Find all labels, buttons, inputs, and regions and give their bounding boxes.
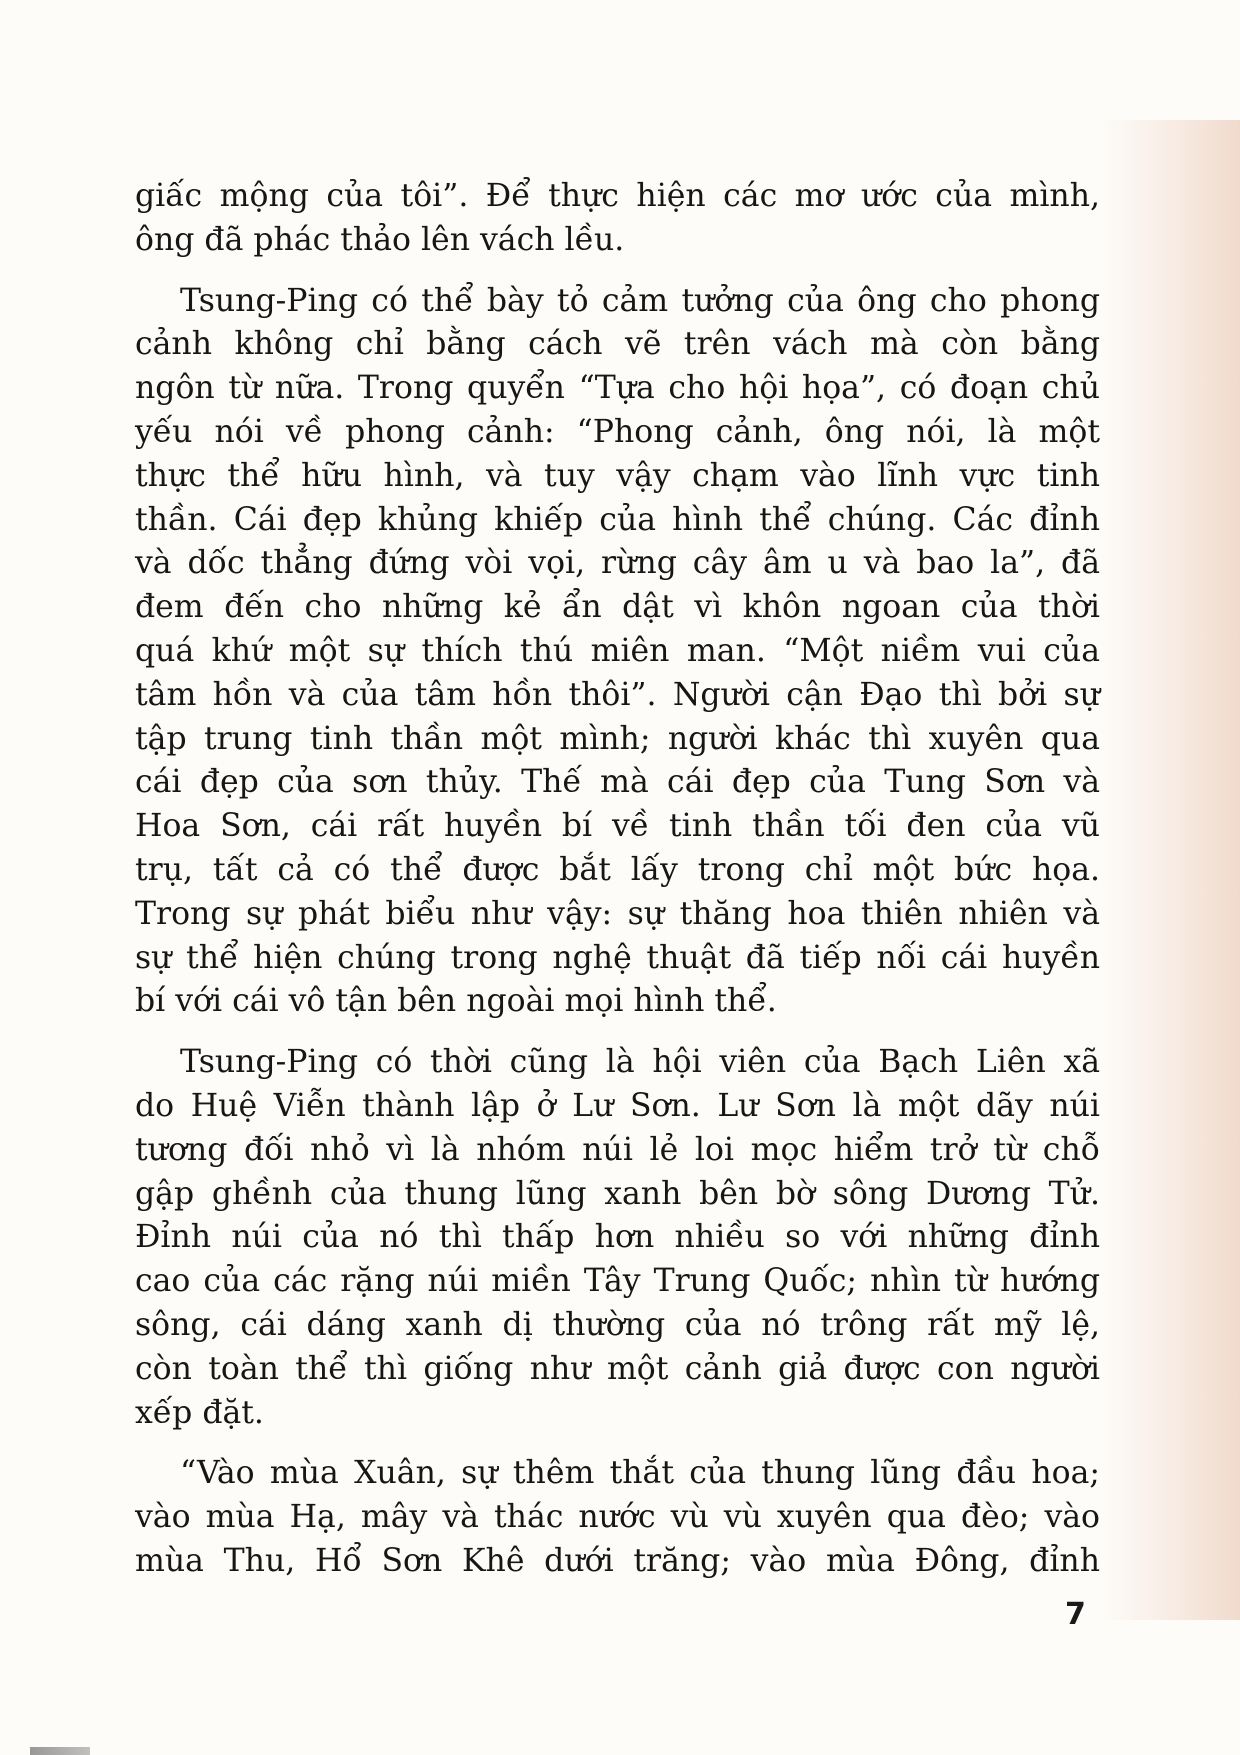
text-line: do Huệ Viễn thành lập ở Lư Sơn. Lư Sơn là một dãy núi: [135, 1087, 1100, 1124]
text-line: Hoa Sơn, cái rất huyền bí về tinh thần tối đen của vũ: [135, 808, 1100, 845]
paragraph-1: [135, 175, 1100, 263]
text-line: còn toàn thể thì giống như một cảnh giả được con người: [135, 1350, 1100, 1387]
text-line: bí với cái vô tận bên ngoài mọi hình thể.: [135, 983, 777, 1020]
text-line: “Vào mùa Xuân, sự thêm thắt của thung lũng đầu hoa;: [180, 1455, 1100, 1492]
text-line: ngôn từ nữa. Trong quyển “Tựa cho hội họa”, có đoạn chủ: [135, 370, 1100, 407]
paragraph-3: [135, 1041, 1100, 1435]
text-line: sự thể hiện chúng trong nghệ thuật đã tiếp nối cái huyền: [135, 939, 1100, 976]
text-line: gập ghềnh của thung lũng xanh bên bờ sông Dương Tử.: [135, 1175, 1100, 1212]
paragraph-2: [135, 280, 1100, 1025]
text-line: Tsung-Ping có thể bày tỏ cảm tưởng của ông cho phong: [180, 282, 1100, 319]
text-line: trụ, tất cả có thể được bắt lấy trong chỉ một bức họa.: [135, 851, 1100, 888]
text-line: giấc mộng của tôi”. Để thực hiện các mơ ước của mình,: [135, 178, 1100, 214]
paragraph-4: [135, 1452, 1100, 1583]
text-line: tương đối nhỏ vì là nhóm núi lẻ loi mọc hiểm trở từ chỗ: [135, 1131, 1100, 1168]
text-line: yếu nói về phong cảnh: “Phong cảnh, ông nói, là một: [135, 413, 1100, 450]
page-edge-shadow: [1100, 120, 1240, 1620]
page-number: 7: [1065, 1597, 1086, 1632]
text-line: cao của các rặng núi miền Tây Trung Quốc; nhìn từ hướng: [135, 1263, 1100, 1300]
scan-edge-mark: [30, 1747, 90, 1755]
text-line: cái đẹp của sơn thủy. Thế mà cái đẹp của Tung Sơn và: [135, 764, 1100, 801]
text-line: Đỉnh núi của nó thì thấp hơn nhiều so với những đỉnh: [135, 1219, 1100, 1256]
text-line: cảnh không chỉ bằng cách vẽ trên vách mà còn bằng: [135, 326, 1100, 363]
body-text: [135, 175, 1100, 1584]
text-line: và dốc thẳng đứng vòi vọi, rừng cây âm u và bao la”, đã: [135, 545, 1100, 582]
text-line: đem đến cho những kẻ ẩn dật vì khôn ngoan của thời: [135, 589, 1100, 626]
text-line: Tsung-Ping có thời cũng là hội viên của Bạch Liên xã: [180, 1044, 1100, 1081]
text-line: xếp đặt.: [135, 1394, 264, 1431]
text-line: thần. Cái đẹp khủng khiếp của hình thể chúng. Các đỉnh: [135, 501, 1100, 538]
text-line: tâm hồn và của tâm hồn thôi”. Người cận Đạo thì bởi sự: [135, 676, 1100, 713]
text-line: sông, cái dáng xanh dị thường của nó trông rất mỹ lệ,: [135, 1306, 1100, 1343]
text-line: mùa Thu, Hổ Sơn Khê dưới trăng; vào mùa Đông, đỉnh: [135, 1542, 1100, 1579]
text-line: quá khứ một sự thích thú miên man. “Một niềm vui của: [135, 632, 1100, 669]
text-line: Trong sự phát biểu như vậy: sự thăng hoa thiên nhiên và: [135, 895, 1100, 932]
text-line: vào mùa Hạ, mây và thác nước vù vù xuyên qua đèo; vào: [135, 1499, 1100, 1536]
text-line: thực thể hữu hình, và tuy vậy chạm vào lĩnh vực tinh: [135, 457, 1100, 494]
text-line: ông đã phác thảo lên vách lều.: [135, 221, 625, 258]
text-line: tập trung tinh thần một mình; người khác thì xuyên qua: [135, 720, 1100, 757]
